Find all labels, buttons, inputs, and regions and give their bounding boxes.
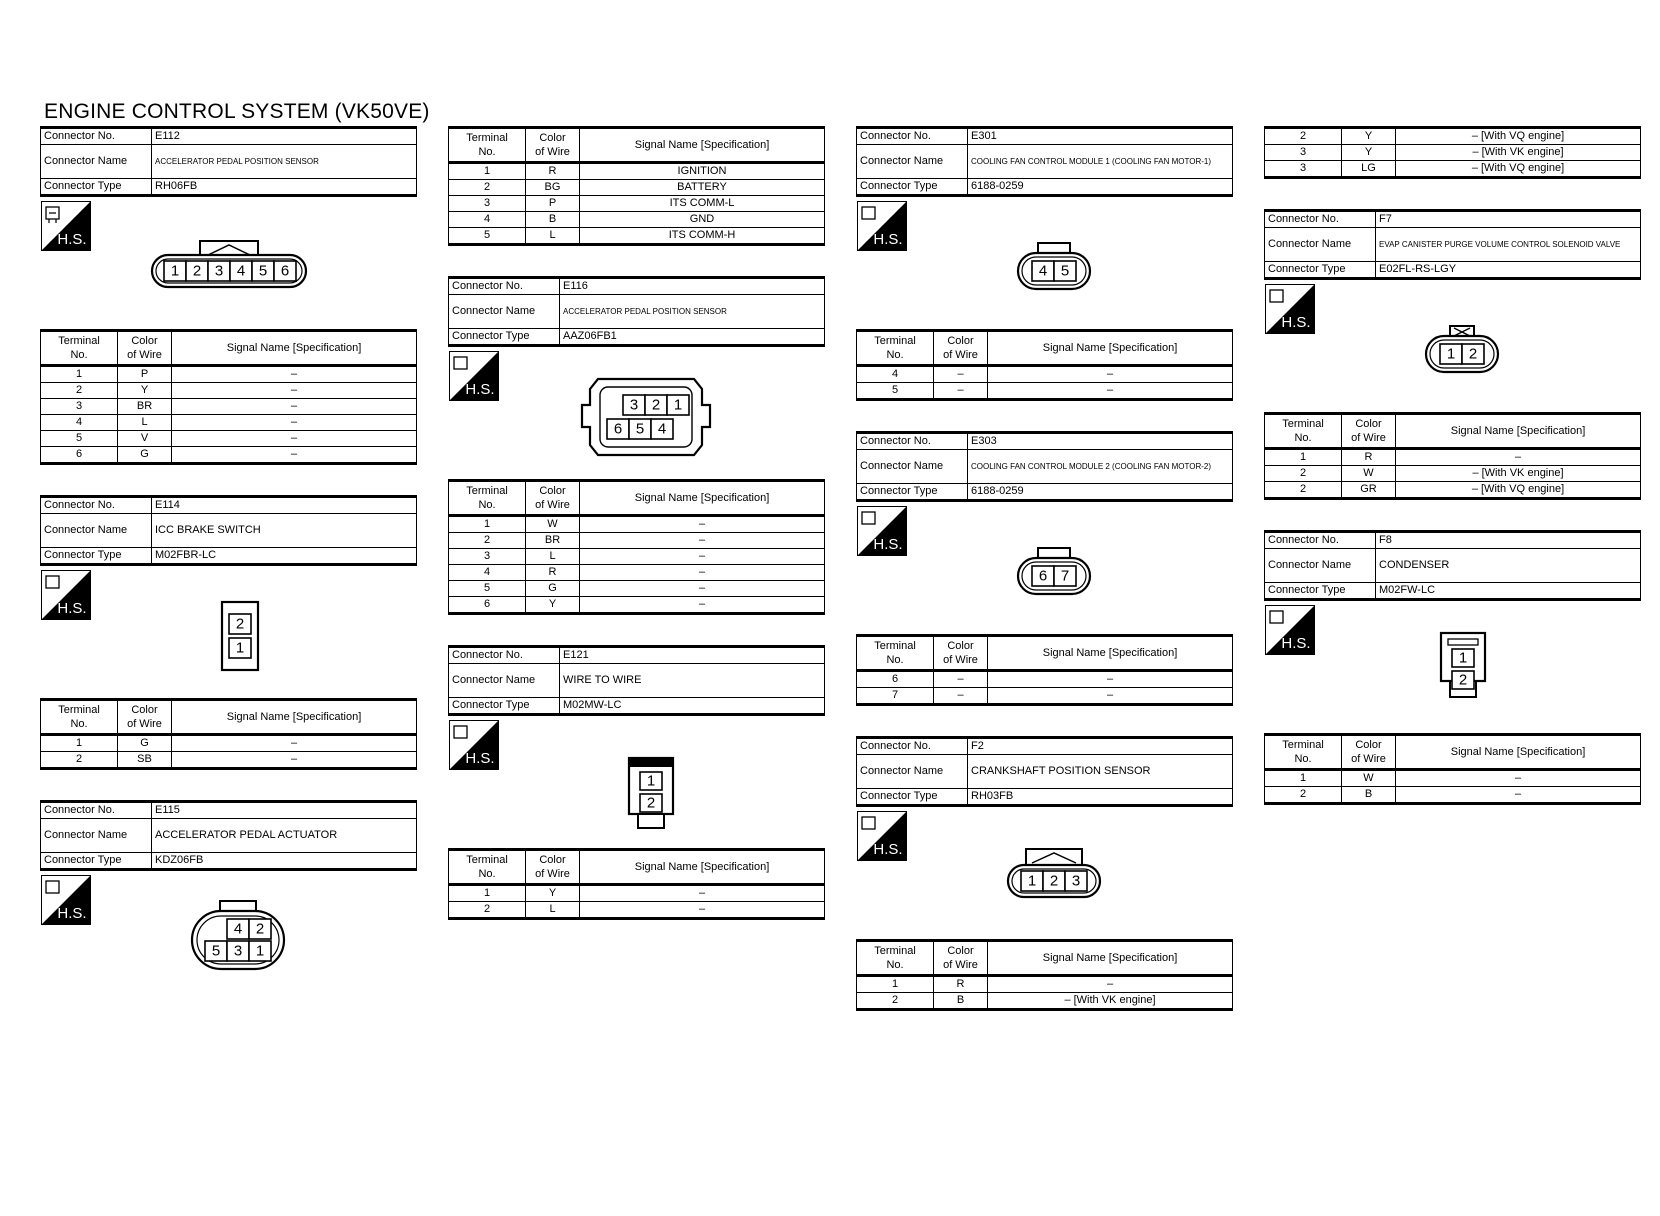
harness-side-icon	[857, 201, 907, 251]
connector-no-value: E116	[560, 278, 825, 295]
table-row: 1 W –	[1265, 770, 1641, 787]
connector-e115	[40, 800, 417, 1003]
pin-label: 1	[1458, 649, 1468, 667]
hs-label: H.S.	[1281, 635, 1311, 652]
table-row: 2 B – [With VK engine]	[857, 993, 1233, 1010]
table-row: 2 Y – [With VQ engine]	[1265, 128, 1641, 145]
connector-no-value: E301	[968, 128, 1233, 145]
harness-side-icon	[1265, 284, 1315, 334]
connector-type-value: AAZ06FB1	[560, 329, 825, 346]
connector-no-label: Connector No.	[41, 128, 152, 145]
column-3	[856, 126, 1233, 1021]
connector-diagram	[856, 502, 1233, 634]
table-row: 6 – –	[857, 671, 1233, 688]
pin-label: 1	[646, 772, 656, 790]
pin-table: Terminal No. Color of Wire Signal Name [Specification] 1 R – 2 W – [With VK engine] 2 GR – [With VQ engine]	[1264, 412, 1641, 500]
hs-label: H.S.	[873, 231, 903, 248]
connector-name-value: ACCELERATOR PEDAL POSITION SENSOR	[560, 295, 825, 329]
table-row: 2 Y –	[41, 383, 417, 399]
table-row: 1 R –	[1265, 449, 1641, 466]
pin-label: 2	[1049, 872, 1059, 890]
connector-name-label: Connector Name	[41, 145, 152, 179]
connector-type-value: 6188-0259	[968, 484, 1233, 501]
table-row: 1 R –	[857, 976, 1233, 993]
connector-name-value: ACCELERATOR PEDAL ACTUATOR	[152, 819, 417, 853]
connector-info-table: Connector No. F8 Connector Name CONDENSER Connector Type M02FW-LC	[1264, 530, 1641, 601]
connector-diagram	[1264, 601, 1641, 733]
table-row: 4 – –	[857, 366, 1233, 383]
column-4	[1264, 126, 1641, 815]
connector-no-value: E121	[560, 647, 825, 664]
table-row: 2 BR –	[449, 533, 825, 549]
connector-info-table: Connector No. E116 Connector Name ACCELERATOR PEDAL POSITION SENSOR Connector Type AAZ06FB1	[448, 276, 825, 347]
signal-header: Signal Name [Specification]	[172, 331, 417, 366]
connector-face-e112	[150, 233, 310, 293]
connector-face-e115	[190, 899, 286, 971]
table-row: 6 Y –	[449, 597, 825, 614]
pin-label: 2	[255, 920, 265, 938]
connector-diagram	[856, 807, 1233, 939]
pin-table: Terminal No. Color of Wire Signal Name [Specification] 1 Y – 2 L –	[448, 848, 825, 920]
connector-type-value: RH06FB	[152, 179, 417, 196]
connector-f2-continued	[1264, 126, 1641, 179]
connector-face-f7	[1424, 324, 1500, 376]
harness-side-icon	[857, 811, 907, 861]
table-row: 1 Y –	[449, 885, 825, 902]
table-row: 2 W – [With VK engine]	[1265, 466, 1641, 482]
table-row: 3 L –	[449, 549, 825, 565]
pin-label: 6	[280, 262, 290, 280]
connector-info-table: Connector No. E115 Connector Name ACCELERATOR PEDAL ACTUATOR Connector Type KDZ06FB	[40, 800, 417, 871]
harness-side-icon	[41, 875, 91, 925]
table-row: 2 L –	[449, 902, 825, 919]
connector-face-f8	[1438, 631, 1488, 701]
connector-face-e116	[576, 375, 716, 459]
pin-label: 3	[1071, 872, 1081, 890]
pin-table: Terminal No. Color of Wire Signal Name [Specification] 1 G – 2 SB –	[40, 698, 417, 770]
pin-table: Terminal No. Color of Wire Signal Name [Specification] 6 – – 7 – –	[856, 634, 1233, 706]
connector-diagram	[40, 197, 417, 329]
pin-label: 1	[170, 262, 180, 280]
connector-type-value: 6188-0259	[968, 179, 1233, 196]
table-row: 2 SB –	[41, 752, 417, 769]
connector-diagram	[448, 716, 825, 848]
pin-table: Terminal No. Color of Wire Signal Name [Specification] 1 W – 2 B –	[1264, 733, 1641, 805]
connector-f7	[1264, 209, 1641, 500]
connector-no-value: F7	[1376, 211, 1641, 228]
connector-e303	[856, 431, 1233, 706]
table-row: 1 G –	[41, 735, 417, 752]
connector-info-table: Connector No. E301 Connector Name COOLING FAN CONTROL MODULE 1 (COOLING FAN MOTOR-1) Connector Type 6188-0259	[856, 126, 1233, 197]
table-row: 1 P –	[41, 366, 417, 383]
connector-name-value: ACCELERATOR PEDAL POSITION SENSOR	[152, 145, 417, 179]
connector-diagram	[448, 347, 825, 479]
hs-label: H.S.	[465, 381, 495, 398]
hs-label: H.S.	[873, 841, 903, 858]
pin-table: Terminal No. Color of Wire Signal Name [Specification] 4 – – 5 – –	[856, 329, 1233, 401]
connector-e121	[448, 645, 825, 920]
hs-label: H.S.	[57, 600, 87, 617]
harness-side-icon	[41, 570, 91, 620]
connector-name-value: COOLING FAN CONTROL MODULE 1 (COOLING FAN MOTOR-1)	[968, 145, 1233, 179]
connector-type-value: KDZ06FB	[152, 853, 417, 870]
table-row: 1 W –	[449, 516, 825, 533]
connector-face-e121	[626, 756, 676, 830]
color-header: Color of Wire	[118, 331, 172, 366]
pin-label: 4	[236, 262, 246, 280]
connector-diagram	[40, 871, 417, 1003]
connector-no-value: E112	[152, 128, 417, 145]
connector-no-value: E115	[152, 802, 417, 819]
pin-label: 5	[635, 420, 645, 438]
table-row: 3 LG – [With VQ engine]	[1265, 161, 1641, 178]
table-row: 3 Y – [With VK engine]	[1265, 145, 1641, 161]
harness-side-icon	[449, 351, 499, 401]
pin-label: 1	[1446, 345, 1456, 363]
hs-label: H.S.	[1281, 314, 1311, 331]
connector-type-value: M02FBR-LC	[152, 548, 417, 565]
pin-label: 3	[629, 396, 639, 414]
table-row: 6 G –	[41, 447, 417, 464]
connector-type-value: RH03FB	[968, 789, 1233, 806]
pin-label: 1	[673, 396, 683, 414]
pin-label: 2	[646, 794, 656, 812]
connector-no-value: E303	[968, 433, 1233, 450]
table-row: 5 V –	[41, 431, 417, 447]
column-1	[40, 126, 417, 1013]
pin-label: 5	[1060, 262, 1070, 280]
connector-info-table	[40, 495, 417, 566]
connector-diagram	[40, 566, 417, 698]
connector-face-f2	[1006, 843, 1102, 903]
pin-label: 3	[233, 942, 243, 960]
table-row: 3 P ITS COMM-L	[449, 196, 825, 212]
pin-label: 5	[258, 262, 268, 280]
connector-e114	[40, 495, 417, 770]
table-row: 1 R IGNITION	[449, 163, 825, 180]
connector-f8	[1264, 530, 1641, 805]
connector-name-value: COOLING FAN CONTROL MODULE 2 (COOLING FAN MOTOR-2)	[968, 450, 1233, 484]
hs-label: H.S.	[465, 750, 495, 767]
connector-no-label: Connector No.	[41, 497, 152, 514]
connector-info-table: Connector No. E121 Connector Name WIRE TO WIRE Connector Type M02MW-LC	[448, 645, 825, 716]
connector-no-value: F2	[968, 738, 1233, 755]
pin-table: Terminal No. Color of Wire Signal Name [Specification] 1 R IGNITION 2 BG BATTERY 3 P ITS COMM-L 4 B GND 5 L ITS COMM-H	[448, 126, 825, 246]
connector-info-table: Connector No. E303 Connector Name COOLING FAN CONTROL MODULE 2 (COOLING FAN MOTOR-2) Connector Type 6188-0259	[856, 431, 1233, 502]
pin-label: 5	[211, 942, 221, 960]
pin-label: 4	[233, 920, 243, 938]
connector-info-table: Connector No. F2 Connector Name CRANKSHAFT POSITION SENSOR Connector Type RH03FB	[856, 736, 1233, 807]
table-row: 4 L –	[41, 415, 417, 431]
connector-name-value: EVAP CANISTER PURGE VOLUME CONTROL SOLENOID VALVE	[1376, 228, 1641, 262]
connector-type-value: M02FW-LC	[1376, 583, 1641, 600]
connector-type-label: Connector Type	[41, 179, 152, 196]
table-row: 2 B –	[1265, 787, 1641, 804]
pin-label: 2	[1468, 345, 1478, 363]
hs-label: H.S.	[57, 905, 87, 922]
pin-label: 1	[1027, 872, 1037, 890]
connector-face-e303	[1016, 546, 1092, 598]
harness-side-icon	[857, 506, 907, 556]
table-row: 4 B GND	[449, 212, 825, 228]
pin-table: Terminal No. Color of Wire Signal Name [Specification] 1 R – 2 B – [With VK engine]	[856, 939, 1233, 1011]
pin-table	[40, 329, 417, 465]
terminal-header: Terminal No.	[41, 331, 118, 366]
connector-no-value: F8	[1376, 532, 1641, 549]
connector-e112-signals	[448, 126, 825, 246]
pin-label: 3	[214, 262, 224, 280]
pin-label: 2	[651, 396, 661, 414]
connector-info-table: Connector No. F7 Connector Name EVAP CANISTER PURGE VOLUME CONTROL SOLENOID VALVE Connector Type E02FL-RS-LGY	[1264, 209, 1641, 280]
pin-label: 1	[235, 639, 245, 657]
table-row: 3 BR –	[41, 399, 417, 415]
column-2	[448, 126, 825, 930]
pin-label: 2	[1458, 671, 1468, 689]
harness-side-icon	[1265, 605, 1315, 655]
connector-e112	[40, 126, 417, 465]
table-row: 5 L ITS COMM-H	[449, 228, 825, 245]
connector-no-value: E114	[152, 497, 417, 514]
pin-label: 6	[1038, 567, 1048, 585]
table-row: 5 – –	[857, 383, 1233, 400]
pin-table	[1264, 126, 1641, 179]
pin-label: 7	[1060, 567, 1070, 585]
hs-label: H.S.	[873, 536, 903, 553]
connector-type-value: M02MW-LC	[560, 698, 825, 715]
connector-f2	[856, 736, 1233, 1011]
pin-label: 2	[235, 615, 245, 633]
pin-label: 1	[255, 942, 265, 960]
connector-e301	[856, 126, 1233, 401]
pin-table: Terminal No. Color of Wire Signal Name [Specification] 1 W – 2 BR – 3 L – 4 R – 5 G – 6 Y –	[448, 479, 825, 615]
connector-name-value: CONDENSER	[1376, 549, 1641, 583]
connector-type-value: E02FL-RS-LGY	[1376, 262, 1641, 279]
connector-type-label: Connector Type	[41, 548, 152, 565]
connector-diagram	[1264, 280, 1641, 412]
connector-face-e301	[1016, 241, 1092, 293]
page-title: ENGINE CONTROL SYSTEM (VK50VE)	[44, 100, 430, 123]
harness-side-icon	[449, 720, 499, 770]
pin-label: 4	[1038, 262, 1048, 280]
table-row: 2 BG BATTERY	[449, 180, 825, 196]
pin-label: 6	[613, 420, 623, 438]
connector-name-value: WIRE TO WIRE	[560, 664, 825, 698]
table-row: 5 G –	[449, 581, 825, 597]
table-row: 4 R –	[449, 565, 825, 581]
pin-label: 2	[192, 262, 202, 280]
harness-side-icon	[41, 201, 91, 251]
hs-label: H.S.	[57, 231, 87, 248]
connector-info-table	[40, 126, 417, 197]
connector-face-e114	[220, 600, 260, 672]
pin-label: 4	[657, 420, 667, 438]
table-row: 7 – –	[857, 688, 1233, 705]
connector-name-label: Connector Name	[41, 514, 152, 548]
connector-diagram	[856, 197, 1233, 329]
table-row: 2 GR – [With VQ engine]	[1265, 482, 1641, 499]
connector-e116	[448, 276, 825, 615]
connector-name-value: ICC BRAKE SWITCH	[152, 514, 417, 548]
connector-name-value: CRANKSHAFT POSITION SENSOR	[968, 755, 1233, 789]
pin-cells	[164, 261, 296, 281]
